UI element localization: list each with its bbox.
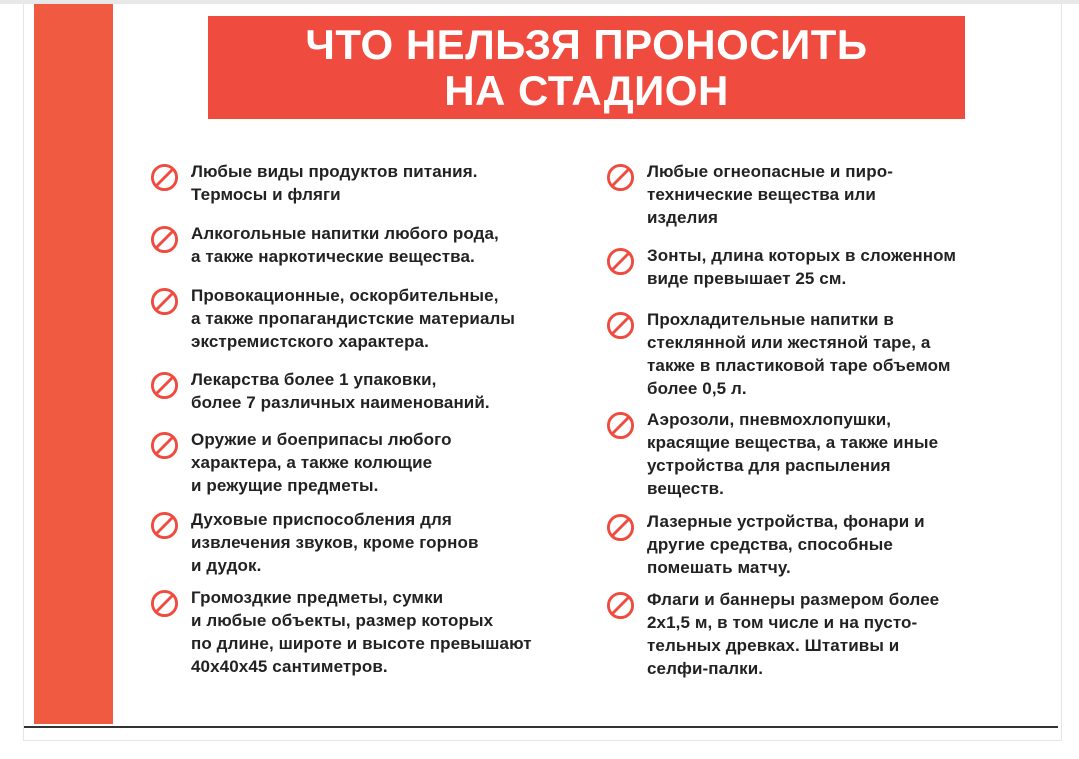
prohibited-icon — [150, 163, 179, 192]
rule-text: Громоздкие предметы, сумки и любые объекты, размер которых по длине, широте и высоте превышают 40х40х45 сантиметров. — [191, 588, 532, 676]
rule-item — [150, 368, 490, 414]
rule-item — [606, 588, 939, 680]
rule-text: Прохладительные напитки в стеклянной или жестяной таре, а также в пластиковой таре объемом более 0,5 л. — [647, 310, 951, 398]
title-line-1: ЧТО НЕЛЬЗЯ ПРОНОСИТЬ — [305, 20, 868, 68]
rule-item — [606, 510, 925, 579]
rule-text: Любые огнеопасные и пиро- технические вещества или изделия — [647, 162, 893, 227]
rule-item — [606, 408, 938, 500]
rule-text: Лазерные устройства, фонари и другие средства, способные помешать матчу. — [647, 512, 925, 577]
rule-text: Аэрозоли, пневмохлопушки, красящие вещества, а также иные устройства для распыления веществ. — [647, 410, 939, 498]
rule-item — [606, 244, 956, 290]
prohibited-icon — [606, 591, 635, 620]
rule-text: Зонты, длина которых в сложенном виде превышает 25 см. — [647, 246, 957, 288]
bottom-rule — [24, 726, 1058, 728]
rule-item — [606, 308, 951, 400]
rule-item — [150, 284, 515, 353]
rule-item — [150, 428, 452, 497]
prohibited-icon — [150, 287, 179, 316]
title-banner — [208, 16, 965, 119]
rule-item — [606, 160, 893, 229]
prohibited-icon — [150, 371, 179, 400]
prohibited-icon — [150, 225, 179, 254]
rule-text: Лекарства более 1 упаковки, более 7 различных наименований. — [191, 370, 490, 412]
rule-text: Оружие и боеприпасы любого характера, а также колющие и режущие предметы. — [191, 430, 452, 495]
rule-text: Любые виды продуктов питания. Термосы и фляги — [191, 162, 478, 204]
prohibited-icon — [150, 511, 179, 540]
rule-text: Провокационные, оскорбительные, а также пропагандистские материалы экстремистского характера. — [191, 286, 516, 351]
prohibited-icon — [150, 431, 179, 460]
rule-item — [150, 508, 479, 577]
prohibited-icon — [606, 411, 635, 440]
prohibited-icon — [606, 247, 635, 276]
title-line-2: НА СТАДИОН — [444, 66, 729, 114]
prohibited-icon — [150, 589, 179, 618]
prohibited-icon — [606, 311, 635, 340]
prohibited-icon — [606, 513, 635, 542]
rule-item — [150, 222, 499, 268]
rule-text: Алкогольные напитки любого рода, а также наркотические вещества. — [191, 224, 499, 266]
side-accent-stripe — [34, 4, 113, 724]
prohibited-icon — [606, 163, 635, 192]
rule-item — [150, 586, 532, 678]
rule-text: Духовые приспособления для извлечения звуков, кроме горнов и дудок. — [191, 510, 479, 575]
rule-text: Флаги и баннеры размером более 2х1,5 м, в том числе и на пусто- тельных древках. Штативы и селфи-палки. — [647, 590, 940, 678]
rule-item — [150, 160, 478, 206]
